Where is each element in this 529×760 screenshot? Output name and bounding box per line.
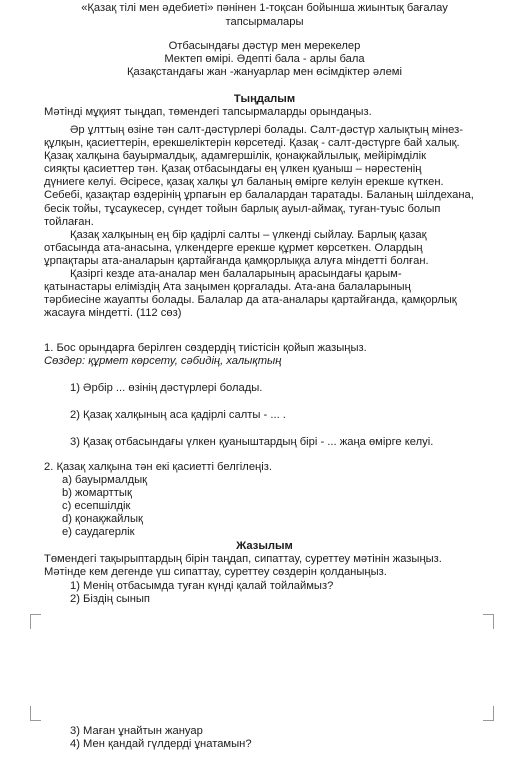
text-line: Қазақ халқына бауырмалдық, адамгершілік, қонақжайлылық, мейірімділік [44,150,426,163]
text-line: тәрбиесіне жауапты болады. Балалар да ата-аналары қартайғанда, қамқорлық [44,294,457,307]
task-1-prompt: 1. Бос орындарға берілген сөздердің тиістісін қойып жазыңыз. [44,342,367,354]
text-line: Әр ұлттың өзіне тән салт-дәстүрлері болады. Салт-дәстүр халықтың мінез- [70,124,463,136]
title-line-1: «Қазақ тілі мен әдебиеті» пәнінен 1-тоқсан бойынша жиынтық бағалау [81,2,448,14]
text-line: Қазіргі кезде ата-аналар мен балаларының арасындағы қарым- [70,268,402,281]
task-1-item-1: 1) Әрбір ... өзінің дәстүрлері болады. [70,382,263,394]
writing-topic-2: 2) Біздің сынып [70,593,150,605]
text-line: құлқын, қасиеттерін, ерекшеліктерін көрсетеді. Қазақ - салт-дәстүрге бай халық. [44,137,460,150]
task-1-item-2: 2) Қазақ халқының аса қадірлі салты - ... . [70,409,286,421]
title-line-2: тапсырмалары [225,16,304,28]
option-a[interactable]: а) бауырмалдық [62,474,148,486]
topic-3: Қазақстандағы жан -жануарлар мен өсімдіктер әлемі [127,66,402,78]
topics-block [0,40,529,79]
task-1-words: Сөздер: құрмет көрсету, сәбидің, халықтың [44,355,282,367]
text-line: жасауға міндетті. (112 сөз) [44,307,182,320]
writing-area-corner-top-right [483,614,494,629]
text-line: Қазақ халқының ең бір қадірлі салты – үлкенді сыйлау. Барлық қазақ [70,228,427,241]
writing-area-corner-bottom-right [483,706,494,721]
text-line: отбасында ата-анасына, үлкендерге ерекше құрмет көрсеткен. Олардың [44,241,423,254]
text-line: ұрпақтары ата-аналарын қартайғанда қамқорлыққа алуға міндетті болған. [44,254,429,267]
writing-area-corner-bottom-left [30,706,41,721]
option-b[interactable]: b) жомарттық [62,487,132,499]
writing-instruction-2: Мәтінде кем дегенде үш сипаттау, суреттеу сөздерін қолданыңыз. [44,566,387,578]
task-1 [44,342,367,368]
reading-text [44,124,488,320]
task-1-item-3: 3) Қазақ отбасындағы үлкен қуаныштардың бірі - ... жаңа өмірге келуі. [70,436,434,448]
listening-heading: Тыңдалым [233,93,296,105]
text-line: тойлаған. [44,215,94,228]
writing-topic-4: 4) Мен қандай гүлдерді ұнатамын? [70,738,252,750]
writing-instruction-1: Төмендегі тақырыптардың бірін таңдап, сипаттау, суреттеу мәтінін жазыңыз. [44,553,442,565]
text-line: сияқты қасиеттер тән. Қазақ отбасындағы ең үлкен қуаныш – нәрестенің [44,163,422,176]
listening-instruction: Мәтінді мұқият тыңдап, төмендегі тапсырмаларды орындаңыз. [44,106,372,118]
text-line: дүниеге келуі. Әсіресе, қазақ халқы ұл баланың өмірге келуін ерекше күткен. [44,176,444,189]
topic-1: Отбасындағы дәстүр мен мерекелер [168,40,361,52]
option-d[interactable]: d) қонақжайлық [62,513,143,525]
option-c[interactable]: c) есепшілдік [62,500,131,512]
text-line: қатынастары еліміздің Ата заңымен қорғалады. Ата-ана балаларының [44,281,411,294]
writing-topic-3: 3) Маған ұнайтын жануар [70,725,203,737]
document-title [0,1,529,29]
writing-instructions [44,553,442,579]
text-line: бесік тойы, тұсаукесер, сүндет тойын барлық ауыл-аймақ, туған-туыс болып [44,202,441,215]
text-line: Себебі, қазақтар өздерінің ұрпағын ер балалардан таратады. Баланың шілдехана, [44,189,474,202]
task-2-prompt: 2. Қазақ халқына тән екі қасиетті белгілеңіз. [44,461,272,473]
writing-topic-1: 1) Менің отбасымда туған күнді қалай тойлаймыз? [70,580,334,592]
listening-section [0,93,529,119]
topic-2: Мектеп өмірі. Әдепті бала - арлы бала [164,53,365,65]
writing-area-corner-top-left [30,614,41,629]
writing-heading: Жазылым [236,540,293,552]
option-e[interactable]: e) саудагерлік [62,526,135,538]
